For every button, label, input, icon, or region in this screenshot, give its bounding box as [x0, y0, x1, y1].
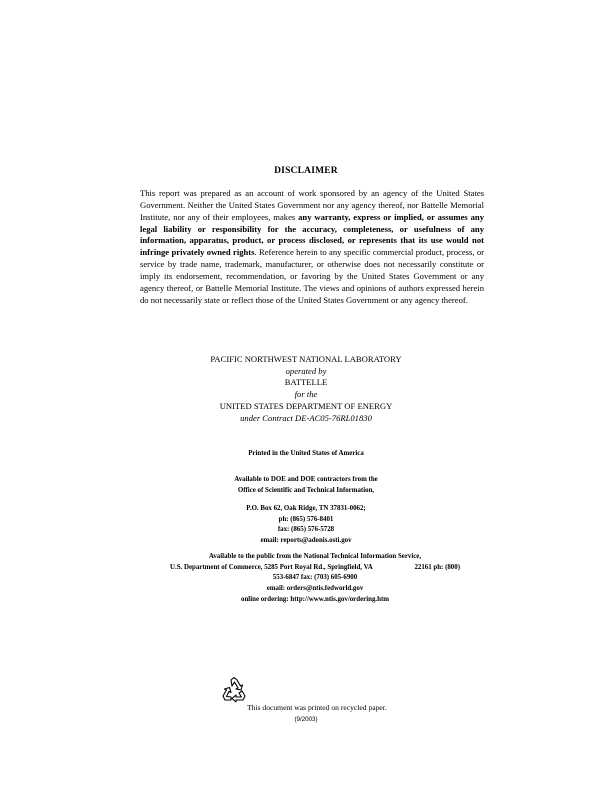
osti-fax: fax: (865) 576-5728: [277, 526, 335, 534]
osti-contact: [0, 504, 612, 547]
ntis-line-2: [170, 563, 460, 574]
operator-name: BATTELLE: [284, 377, 328, 388]
disclaimer-text-2: . Reference herein to any specific commercial product, process, or service by trade name, trademark, manufacturer, or otherwise does not necessarily constitute or imply its endorsement, recommendation, or favoring by the United States Government or any agency thereof, or Battelle Memorial Institute. The views and opinions of authors expressed herein do not necessarily state or reflect those of the United States Government or any agency thereof.: [140, 247, 484, 305]
ntis-online: online ordering: http://www.ntis.gov/ordering.htm: [241, 595, 389, 603]
print-date: (9/2003): [294, 716, 318, 723]
lab-block: [0, 354, 612, 424]
osti-address: P.O. Box 62, Oak Ridge, TN 37831-0062;: [246, 505, 366, 512]
ntis-availability: [170, 552, 460, 606]
operated-by: operated by: [285, 365, 327, 376]
department-name: UNITED STATES DEPARTMENT OF ENERGY: [219, 400, 393, 411]
ntis-line-1: Available to the public from the National Technical Information Service,: [208, 553, 422, 560]
doe-line-2: Office of Scientific and Technical Information,: [237, 486, 375, 494]
disclaimer-text-bold: any warranty, express or implied, or assumes any legal liability or responsibility for the accuracy, completeness, or usefulness of any information, apparatus, product, or process disclosed, or represents that its use would not infringe privately owned rights: [140, 211, 484, 258]
ntis-phone-start: 22161 ph: (800): [414, 563, 460, 571]
printed-in: Printed in the United States of America: [248, 450, 364, 457]
recycle-icon: [221, 676, 247, 704]
recycled-paper-note: This document was printed on recycled paper.: [247, 703, 387, 712]
disclaimer-title: DISCLAIMER: [274, 166, 338, 176]
doe-line-1: Available to DOE and DOE contractors from the: [234, 476, 378, 483]
disclaimer-paragraph: [140, 188, 484, 306]
ntis-address: U.S. Department of Commerce, 5285 Port Royal Rd., Springfield, VA: [170, 563, 373, 571]
for-the: for the: [294, 389, 318, 400]
contract-number: under Contract DE-AC05-76RL01830: [240, 412, 372, 423]
doe-availability: [0, 475, 612, 496]
lab-name: PACIFIC NORTHWEST NATIONAL LABORATORY: [210, 354, 402, 364]
osti-phone: ph: (865) 576-8401: [278, 515, 334, 523]
ntis-email: email: orders@ntis.fedworld.gov: [266, 585, 364, 593]
osti-email: email: reports@adonis.osti.gov: [260, 537, 352, 545]
ntis-line-3: 553-6847 fax: (703) 605-6900: [272, 574, 358, 582]
disclaimer-text-1: This report was prepared as an account of work sponsored by an agency of the United States Government. Neither the United States Government nor any agency thereof, nor Battelle Memorial Institute, nor any of their employees, makes: [140, 188, 484, 222]
